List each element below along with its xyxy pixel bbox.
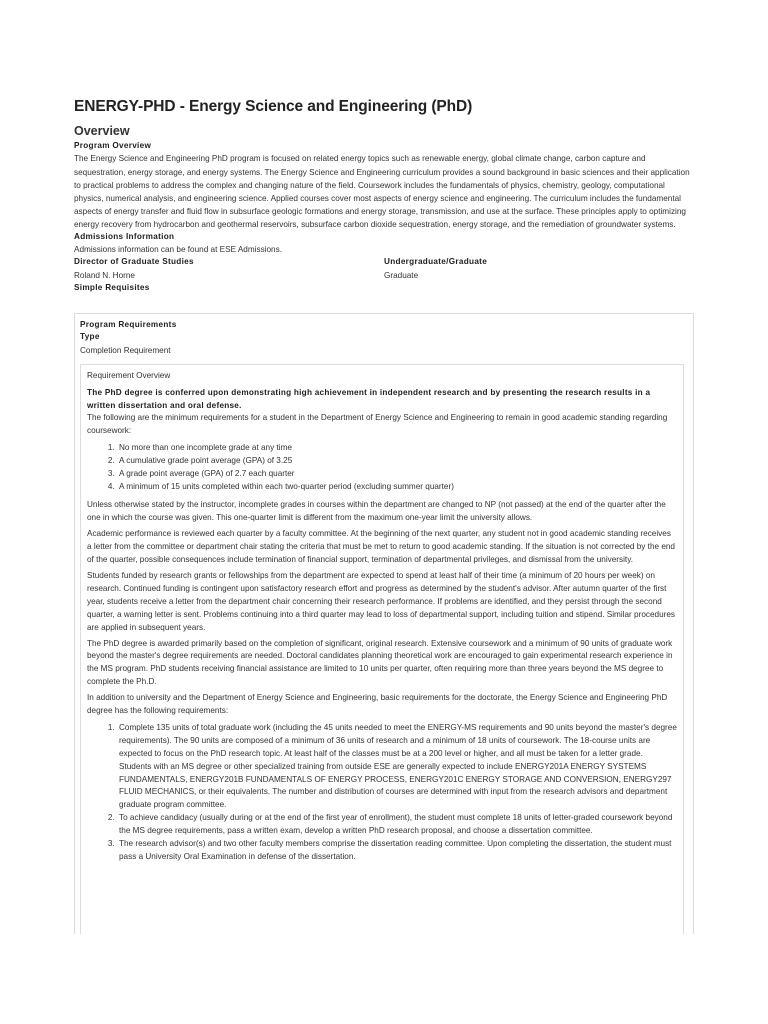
type-label: Type [80,332,100,342]
minimum-requirements-list [87,442,677,494]
good-standing-intro: The following are the minimum requirements for a student in the Department of Energy Science and Engineering to remain in good academic standing regarding coursework: [87,413,668,435]
admissions-text: Admissions information can be found at ESE Admissions. [74,245,282,255]
funded-students-paragraph: Students funded by research grants or fellowships from the department are expected to spend at least half of their time (a minimum of 20 hours per week) on research. Continued funding is contingent upon satisfactory research effort and progress as determined by the student's advisor. After autumn quarter of the first year, students receive a letter from the department chair concerning their research performance. If problems are identified, and they persist through the second quarter, a warning letter is sent. Problems continuing into a third quarter may lead to loss of departmental support, including tuition and stipend. Similar procedures are applied in subsequent years. [87,570,676,632]
director-value: Roland N. Horne [74,270,135,280]
program-overview-label: Program Overview [74,141,152,150]
list-item: 3. A grade point average (GPA) of 2.7 each quarter [117,468,677,481]
list-item: 2. A cumulative grade point average (GPA) of 3.25 [117,455,677,468]
simple-requisites-label: Simple Requisites [74,282,150,292]
list-item: 3. The research advisor(s) and two other faculty members comprise the dissertation reading committee. Upon completing the dissertation, the student must pass a University Oral Examination in defense of the dissertation. [117,838,677,864]
incomplete-grades-paragraph: Unless otherwise stated by the instructor, incomplete grades in courses within the department are changed to NP (not passed) at the end of the quarter after the one in which the course was given. This one-quarter limit is different from the maximum one-year limit the university allows. [87,500,666,523]
list-item: 2. To achieve candidacy (usually during or at the end of the first year of enrollment), the student must complete 18 units of letter-graded coursework beyond the MS degree requirements, pass a written exam, develop a written PhD research proposal, and choose a dissertation committee. [117,812,677,838]
degree-statement: The PhD degree is conferred upon demonstrating high achievement in independent research and by presenting the research results in a written dissertation and oral defense. [87,388,651,410]
phd-degree-paragraph: The PhD degree is awarded primarily based on the completion of significant, original research. Extensive coursework and a minimum of 90 units of graduate work beyond the master's degree requirements are needed. Doctoral candidates planning theoretical work are encouraged to gain experimental research experience in the MS program. PhD students receiving financial assistance are limited to 10 units per quarter, often requiring more than three years beyond the MS degree to complete the Ph.D. [87,638,673,687]
program-header [74,98,694,294]
program-overview-text: The Energy Science and Engineering PhD program is focused on related energy topics such as renewable energy, global climate change, carbon capture and sequestration, energy storage, and energy systems. The Energy Science and Engineering curriculum provides a sound background in basic sciences and their application to practical problems to address the complex and changing nature of the field. Coursework includes the fundamentals of physics, chemistry, geology, computational physics, numerical analysis, and engineering science. Applied courses cover most aspects of energy science and engineering. The curriculum includes the fundamental aspects of energy transfer and fluid flow in subsurface geologic formations and energy storage, transmission, and use at the surface. These principles apply to optimizing energy recovery from hydrocarbon and geothermal reservoirs, subsurface carbon dioxide sequestration, energy storage, and the remediation of groundwater systems. [74,154,690,229]
list-item: 1. Complete 135 units of total graduate work (including the 45 units needed to meet the ENERGY-MS requirements and 90 units beyond the master's degree requirements). The 90 units are composed of a minimum of 36 units of research and a minimum of 18 units of coursework. The 18-course units are expected to focus on the PhD research topic. At least half of the classes must be at a 200 level or higher, and all must be taken for a letter grade. Students with an MS degree or other specialized training from outside ESE are generally expected to include ENERGY201A ENERGY SYSTEMS FUNDAMENTALS, ENERGY201B FUNDAMENTALS OF ENERGY PROCESS, ENERGY201C ENERGY STORAGE AND CONVERSION, ENERGY297 FLUID MECHANICS, or their equivalents. The number and distribution of courses are determined with input from the research advisors and department graduate program committee. [117,722,677,812]
additional-requirements-paragraph: In addition to university and the Department of Energy Science and Engineering, basic requirements for the doctorate, the Energy Science and Engineering PhD degree has the following requirements: [87,693,668,716]
academic-performance-paragraph: Academic performance is reviewed each quarter by a faculty committee. At the beginning of the next quarter, any student not in good academic standing receives a letter from the committee or department chair stating the criteria that must be met to return to good academic standing. If the situation is not corrected by the end of the quarter, possible consequences include termination of financial support, termination of departmental privileges, and dismissal from the university. [87,529,675,565]
overview-heading: Overview [74,124,130,138]
level-column [384,256,694,282]
list-item: 4. A minimum of 15 units completed within each two-quarter period (excluding summer quarter) [117,481,677,494]
requirements-header [75,314,693,357]
director-label: Director of Graduate Studies [74,257,194,267]
requirement-overview-title: Requirement Overview [87,371,171,380]
program-requirements-label: Program Requirements [80,320,177,329]
page-title: ENERGY-PHD - Energy Science and Engineering (PhD) [74,98,473,115]
admissions-label: Admissions Information [74,231,175,241]
director-column [74,256,384,282]
program-requirements-box [74,313,694,934]
level-value: Graduate [384,270,419,280]
requirement-overview-box [80,364,684,934]
phd-requirements-list [87,722,677,864]
director-level-row [74,256,694,282]
list-item: 1. No more than one incomplete grade at any time [117,442,677,455]
type-value: Completion Requirement [80,345,171,355]
level-label: Undergraduate/Graduate [384,257,488,267]
